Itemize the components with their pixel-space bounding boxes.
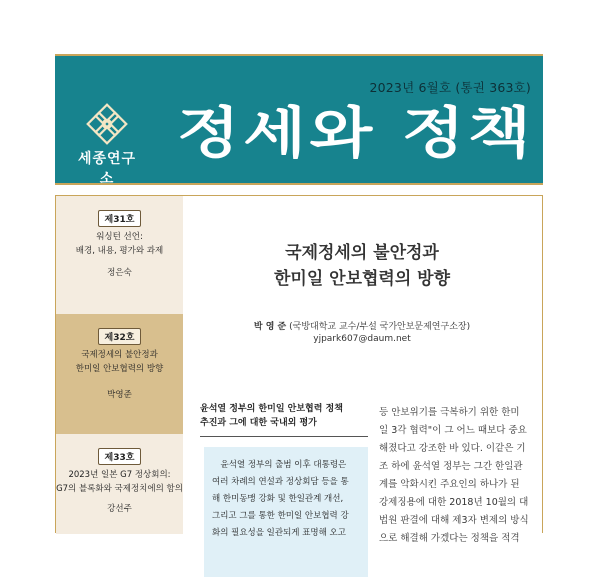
org-name: 세종연구소 xyxy=(77,151,137,187)
issue-sidebar xyxy=(56,196,183,533)
article-author xyxy=(183,319,541,332)
author-email[interactable]: yjpark607@daum.net xyxy=(313,334,411,344)
publication-title: 정세와 정책 xyxy=(177,101,535,165)
knot-emblem-icon xyxy=(87,104,127,144)
body-text: 등 안보위기를 극복하기 위한 한미 일 3각 협력"이 그 어느 때보다 중요 해졌다고 강조한 바 있다. 이같은 기 조 하에 윤석열 정부는 그간 한일관 계를 악화시킨 주요인의 하나가 된 강제징용에 대한 2018년 10월의 대 법원 판결에 대해 제3자 변제의 방식 으로 해결해 가겠다는 정책을 적격 xyxy=(379,407,529,544)
content-frame xyxy=(55,195,543,544)
sidebar-item-32[interactable] xyxy=(56,314,183,434)
issue-number-badge: 제33호 xyxy=(98,448,142,465)
sidebar-item-author: 정은숙 xyxy=(107,268,132,278)
sidebar-item-title: 국제정세의 불안정과 한미일 안보협력의 방향 xyxy=(75,350,164,374)
issue-number-badge: 제31호 xyxy=(98,210,142,227)
sidebar-item-31[interactable] xyxy=(56,196,183,314)
section-heading: 윤석열 정부의 한미일 안보협력 정책 추진과 그에 대한 국내외 평가 xyxy=(200,402,368,437)
masthead-banner xyxy=(55,54,543,185)
article-title: 국제정세의 불안정과 한미일 안보협력의 방향 xyxy=(273,243,451,289)
left-column xyxy=(200,402,368,577)
sidebar-item-title: 2023년 일본 G7 정상회의: G7의 블록화와 국제정치에의 함의 xyxy=(56,470,183,494)
article-main xyxy=(183,196,541,544)
sidebar-item-33[interactable] xyxy=(56,434,183,534)
issue-label: 2023년 6월호 (통권 363호) xyxy=(369,80,531,95)
summary-box: 윤석열 정부의 출범 이후 대통령은 여러 차례의 연설과 정상회담 등을 통 해 한미동맹 강화 및 한일관계 개선, 그리고 그를 통한 한미일 안보협력 강 화의 필요성을 일관되게 표명해 오고 xyxy=(204,447,368,577)
sidebar-item-author: 강선주 xyxy=(107,504,132,514)
org-logo xyxy=(71,104,143,188)
issue-number-badge: 제32호 xyxy=(98,328,142,345)
sidebar-item-title: 워싱턴 선언: 배경, 내용, 평가와 과제 xyxy=(75,232,164,256)
author-name: 박 영 준 xyxy=(253,322,287,332)
sidebar-item-author: 박영준 xyxy=(107,390,132,400)
author-affiliation: (국방대학교 교수/부설 국가안보문제연구소장) xyxy=(289,322,471,332)
